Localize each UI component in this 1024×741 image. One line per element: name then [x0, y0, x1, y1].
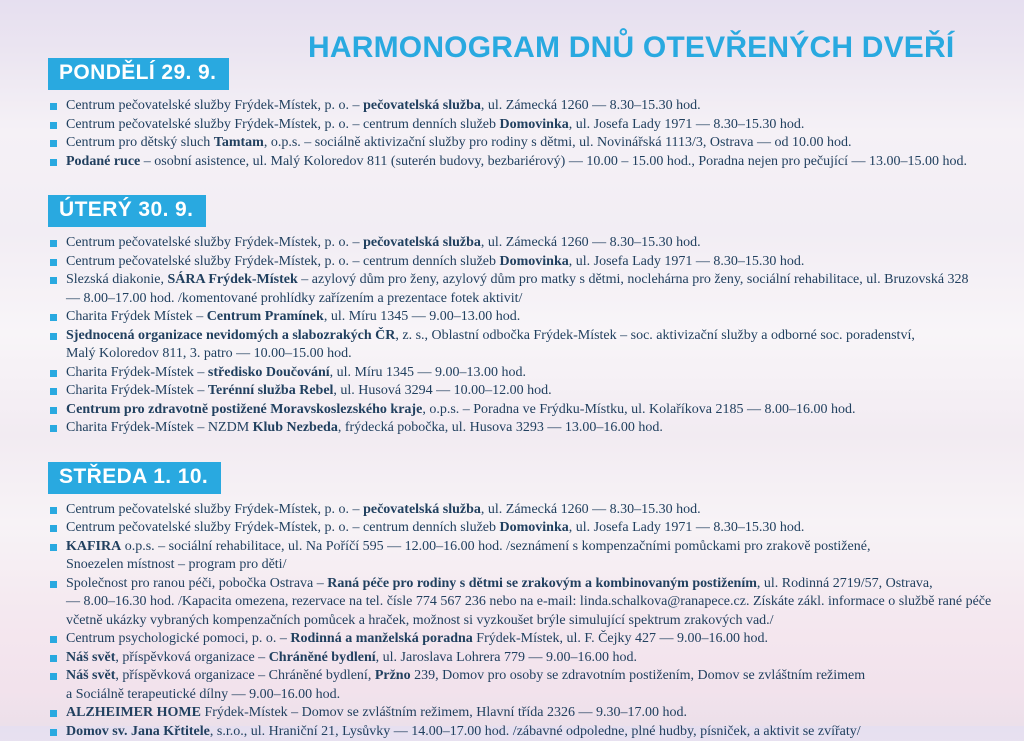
item-text: Sjednocená organizace nevidomých a slabozrakých ČR, z. s., Oblastní odbočka Frýdek-Místek – soc. aktivizační služby a odborné soc. poradenství, Malý Koloredov 811, 3. patro — 10.00–15.00 hod.	[66, 327, 1010, 364]
item-text: Centrum pečovatelské služby Frýdek-Místek, p. o. – centrum denních služeb Domovinka, ul. Josefa Lady 1971 — 8.30–15.30 hod.	[66, 519, 1010, 538]
item-text: Centrum pečovatelské služby Frýdek-Místek, p. o. – pečovatelská služba, ul. Zámecká 1260 — 8.30–15.30 hod.	[66, 234, 1010, 253]
bullet-square-icon	[50, 507, 57, 514]
list-item	[50, 501, 1010, 520]
bullet-square-icon	[50, 581, 57, 588]
bullet-square-icon	[50, 525, 57, 532]
bullet-square-icon	[50, 370, 57, 377]
bullet-square-icon	[50, 103, 57, 110]
bullet-square-icon	[50, 407, 57, 414]
item-text: Slezská diakonie, SÁRA Frýdek-Místek – azylový dům pro ženy, azylový dům pro matky s dětmi, noclehárna pro ženy, sociální rehabilitace, ul. Bruzovská 328 — 8.00–17.00 hod. /komentované prohlídky zařízením a prezentace fotek aktivit/	[66, 271, 1010, 308]
bullet-square-icon	[50, 729, 57, 736]
list-item	[50, 723, 1010, 741]
item-text: Podané ruce – osobní asistence, ul. Malý Koloredov 811 (suterén budovy, bezbariérový) — 10.00 – 15.00 hod., Poradna nejen pro pečující — 13.00–15.00 hod.	[66, 153, 1010, 172]
item-text: Centrum pro dětský sluch Tamtam, o.p.s. – sociálně aktivizační služby pro rodiny s dětmi, ul. Novinářská 1113/3, Ostrava — od 10.00 hod.	[66, 134, 1010, 153]
bullet-square-icon	[50, 673, 57, 680]
wednesday-item-list	[48, 501, 1010, 741]
item-text: Centrum pečovatelské služby Frýdek-Místek, p. o. – pečovatelská služba, ul. Zámecká 1260 — 8.30–15.30 hod.	[66, 501, 1010, 520]
item-text: Centrum pečovatelské služby Frýdek-Místek, p. o. – centrum denních služeb Domovinka, ul. Josefa Lady 1971 — 8.30–15.30 hod.	[66, 253, 1010, 272]
bullet-square-icon	[50, 140, 57, 147]
item-text: Centrum pečovatelské služby Frýdek-Místek, p. o. – centrum denních služeb Domovinka, ul. Josefa Lady 1971 — 8.30–15.30 hod.	[66, 116, 1010, 135]
page-title: HARMONOGRAM DNŮ OTEVŘENÝCH DVEŘÍ	[308, 31, 954, 65]
bullet-square-icon	[50, 636, 57, 643]
list-item	[50, 234, 1010, 253]
item-text: Centrum pro zdravotně postižené Moravskoslezského kraje, o.p.s. – Poradna ve Frýdku-Místku, ul. Kolaříkova 2185 — 8.00–16.00 hod.	[66, 401, 1010, 420]
list-item	[50, 116, 1010, 135]
bullet-square-icon	[50, 314, 57, 321]
bullet-square-icon	[50, 277, 57, 284]
section-tuesday	[48, 195, 1010, 438]
item-text: ALZHEIMER HOME Frýdek-Místek – Domov se zvláštním režimem, Hlavní třída 2326 — 9.30–17.00 hod.	[66, 704, 1010, 723]
section-wednesday	[48, 462, 1010, 741]
item-text: Centrum pečovatelské služby Frýdek-Místek, p. o. – pečovatelská služba, ul. Zámecká 1260 — 8.30–15.30 hod.	[66, 97, 1010, 116]
item-text: Společnost pro ranou péči, pobočka Ostrava – Raná péče pro rodiny s dětmi se zrakovým a kombinovaným postižením, ul. Rodinná 2719/57, Ostrava, — 8.00–16.30 hod. /Kapacita omezena, rezervace na tel. čísle 774 567 236 nebo na e-mail: linda.schalkova@ranapece.cz. Získáte zákl. informace o službě rané péče včetně ukázky vybraných kompenzačních pomůcek a hraček, možnost si vyzkoušet brýle simulující spektrum zrakových vad./	[66, 575, 1010, 631]
item-text: KAFIRA o.p.s. – sociální rehabilitace, ul. Na Poříčí 595 — 12.00–16.00 hod. /seznámení s kompenzačními pomůckami pro zrakově postižené, Snoezelen místnost – program pro děti/	[66, 538, 1010, 575]
day-header-monday: PONDĚLÍ 29. 9.	[48, 58, 229, 90]
day-header-wednesday: STŘEDA 1. 10.	[48, 462, 221, 494]
list-item	[50, 253, 1010, 272]
bullet-square-icon	[50, 655, 57, 662]
list-item	[50, 575, 1010, 631]
list-item	[50, 134, 1010, 153]
list-item	[50, 327, 1010, 364]
list-item	[50, 382, 1010, 401]
bullet-square-icon	[50, 388, 57, 395]
list-item	[50, 649, 1010, 668]
item-text: Charita Frýdek-Místek – NZDM Klub Nezbeda, frýdecká pobočka, ul. Husova 3293 — 13.00–16.00 hod.	[66, 419, 1010, 438]
bullet-square-icon	[50, 259, 57, 266]
section-monday	[48, 58, 1010, 171]
list-item	[50, 704, 1010, 723]
bullet-square-icon	[50, 425, 57, 432]
item-text: Charita Frýdek Místek – Centrum Pramínek, ul. Míru 1345 — 9.00–13.00 hod.	[66, 308, 1010, 327]
bullet-square-icon	[50, 710, 57, 717]
list-item	[50, 519, 1010, 538]
list-item	[50, 667, 1010, 704]
item-text: Náš svět, příspěvková organizace – Chráněné bydlení, Pržno 239, Domov pro osoby se zdravotním postižením, Domov se zvláštním režimem a Sociálně terapeutické dílny — 9.00–16.00 hod.	[66, 667, 1010, 704]
list-item	[50, 364, 1010, 383]
item-text: Charita Frýdek-Místek – Terénní služba Rebel, ul. Husová 3294 — 10.00–12.00 hod.	[66, 382, 1010, 401]
list-item	[50, 97, 1010, 116]
list-item	[50, 419, 1010, 438]
day-header-tuesday: ÚTERÝ 30. 9.	[48, 195, 206, 227]
bullet-square-icon	[50, 159, 57, 166]
bullet-square-icon	[50, 333, 57, 340]
list-item	[50, 401, 1010, 420]
bullet-square-icon	[50, 122, 57, 129]
bullet-square-icon	[50, 240, 57, 247]
item-text: Domov sv. Jana Křtitele, s.r.o., ul. Hraniční 21, Lysůvky — 14.00–17.00 hod. /zábavné odpoledne, plné hudby, písniček, a aktivit se zvířaty/	[66, 723, 1010, 741]
bullet-square-icon	[50, 544, 57, 551]
monday-item-list	[48, 97, 1010, 171]
list-item	[50, 271, 1010, 308]
item-text: Centrum psychologické pomoci, p. o. – Rodinná a manželská poradna Frýdek-Místek, ul. F. Čejky 427 — 9.00–16.00 hod.	[66, 630, 1010, 649]
item-text: Náš svět, příspěvková organizace – Chráněné bydlení, ul. Jaroslava Lohrera 779 — 9.00–16.00 hod.	[66, 649, 1010, 668]
list-item	[50, 538, 1010, 575]
item-text: Charita Frýdek-Místek – středisko Doučování, ul. Míru 1345 — 9.00–13.00 hod.	[66, 364, 1010, 383]
list-item	[50, 153, 1010, 172]
list-item	[50, 630, 1010, 649]
list-item	[50, 308, 1010, 327]
tuesday-item-list	[48, 234, 1010, 438]
